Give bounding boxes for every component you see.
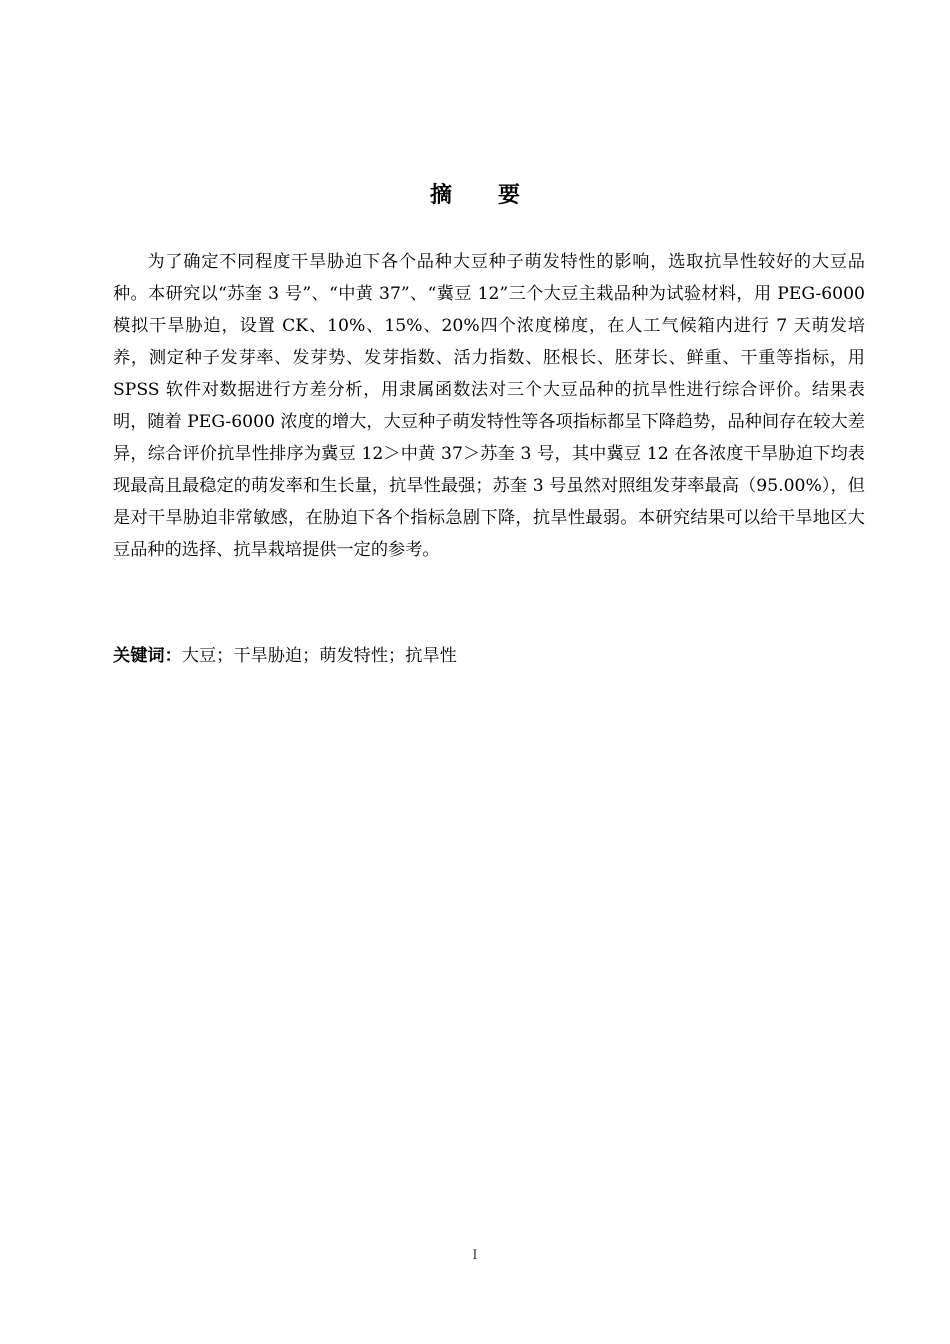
page-title — [0, 178, 950, 209]
keywords-label: 关键词： — [113, 646, 182, 666]
keywords-line — [113, 640, 865, 672]
abstract-paragraph: 为了确定不同程度干旱胁迫下各个品种大豆种子萌发特性的影响，选取抗旱性较好的大豆品种。本研究以“苏奎 3 号”、“中黄 37”、“冀豆 12”三个大豆主栽品种为试验材料，用 PEG-6000 模拟干旱胁迫，设置 CK、10%、15%、20%四个浓度梯度，在人工气候箱内进行 7 天萌发培养，测定种子发芽率、发芽势、发芽指数、活力指数、胚根长、胚芽长、鲜重、干重等指标，用 SPSS 软件对数据进行方差分析，用隶属函数法对三个大豆品种的抗旱性进行综合评价。结果表明，随着 PEG-6000 浓度的增大，大豆种子萌发特性等各项指标都呈下降趋势，品种间存在较大差异，综合评价抗旱性排序为冀豆 12＞中黄 37＞苏奎 3 号，其中冀豆 12 在各浓度干旱胁迫下均表现最高且最稳定的萌发率和生长量，抗旱性最强；苏奎 3 号虽然对照组发芽率最高（95.00%），但是对干旱胁迫非常敏感，在胁迫下各个指标急剧下降，抗旱性最弱。本研究结果可以给干旱地区大豆品种的选择、抗旱栽培提供一定的参考。 — [113, 252, 865, 560]
title-char-2: 要 — [498, 183, 521, 208]
keywords-value: 大豆；干旱胁迫；萌发特性；抗旱性 — [181, 646, 457, 666]
title-char-1: 摘 — [429, 183, 452, 208]
page-number: I — [472, 1248, 478, 1263]
